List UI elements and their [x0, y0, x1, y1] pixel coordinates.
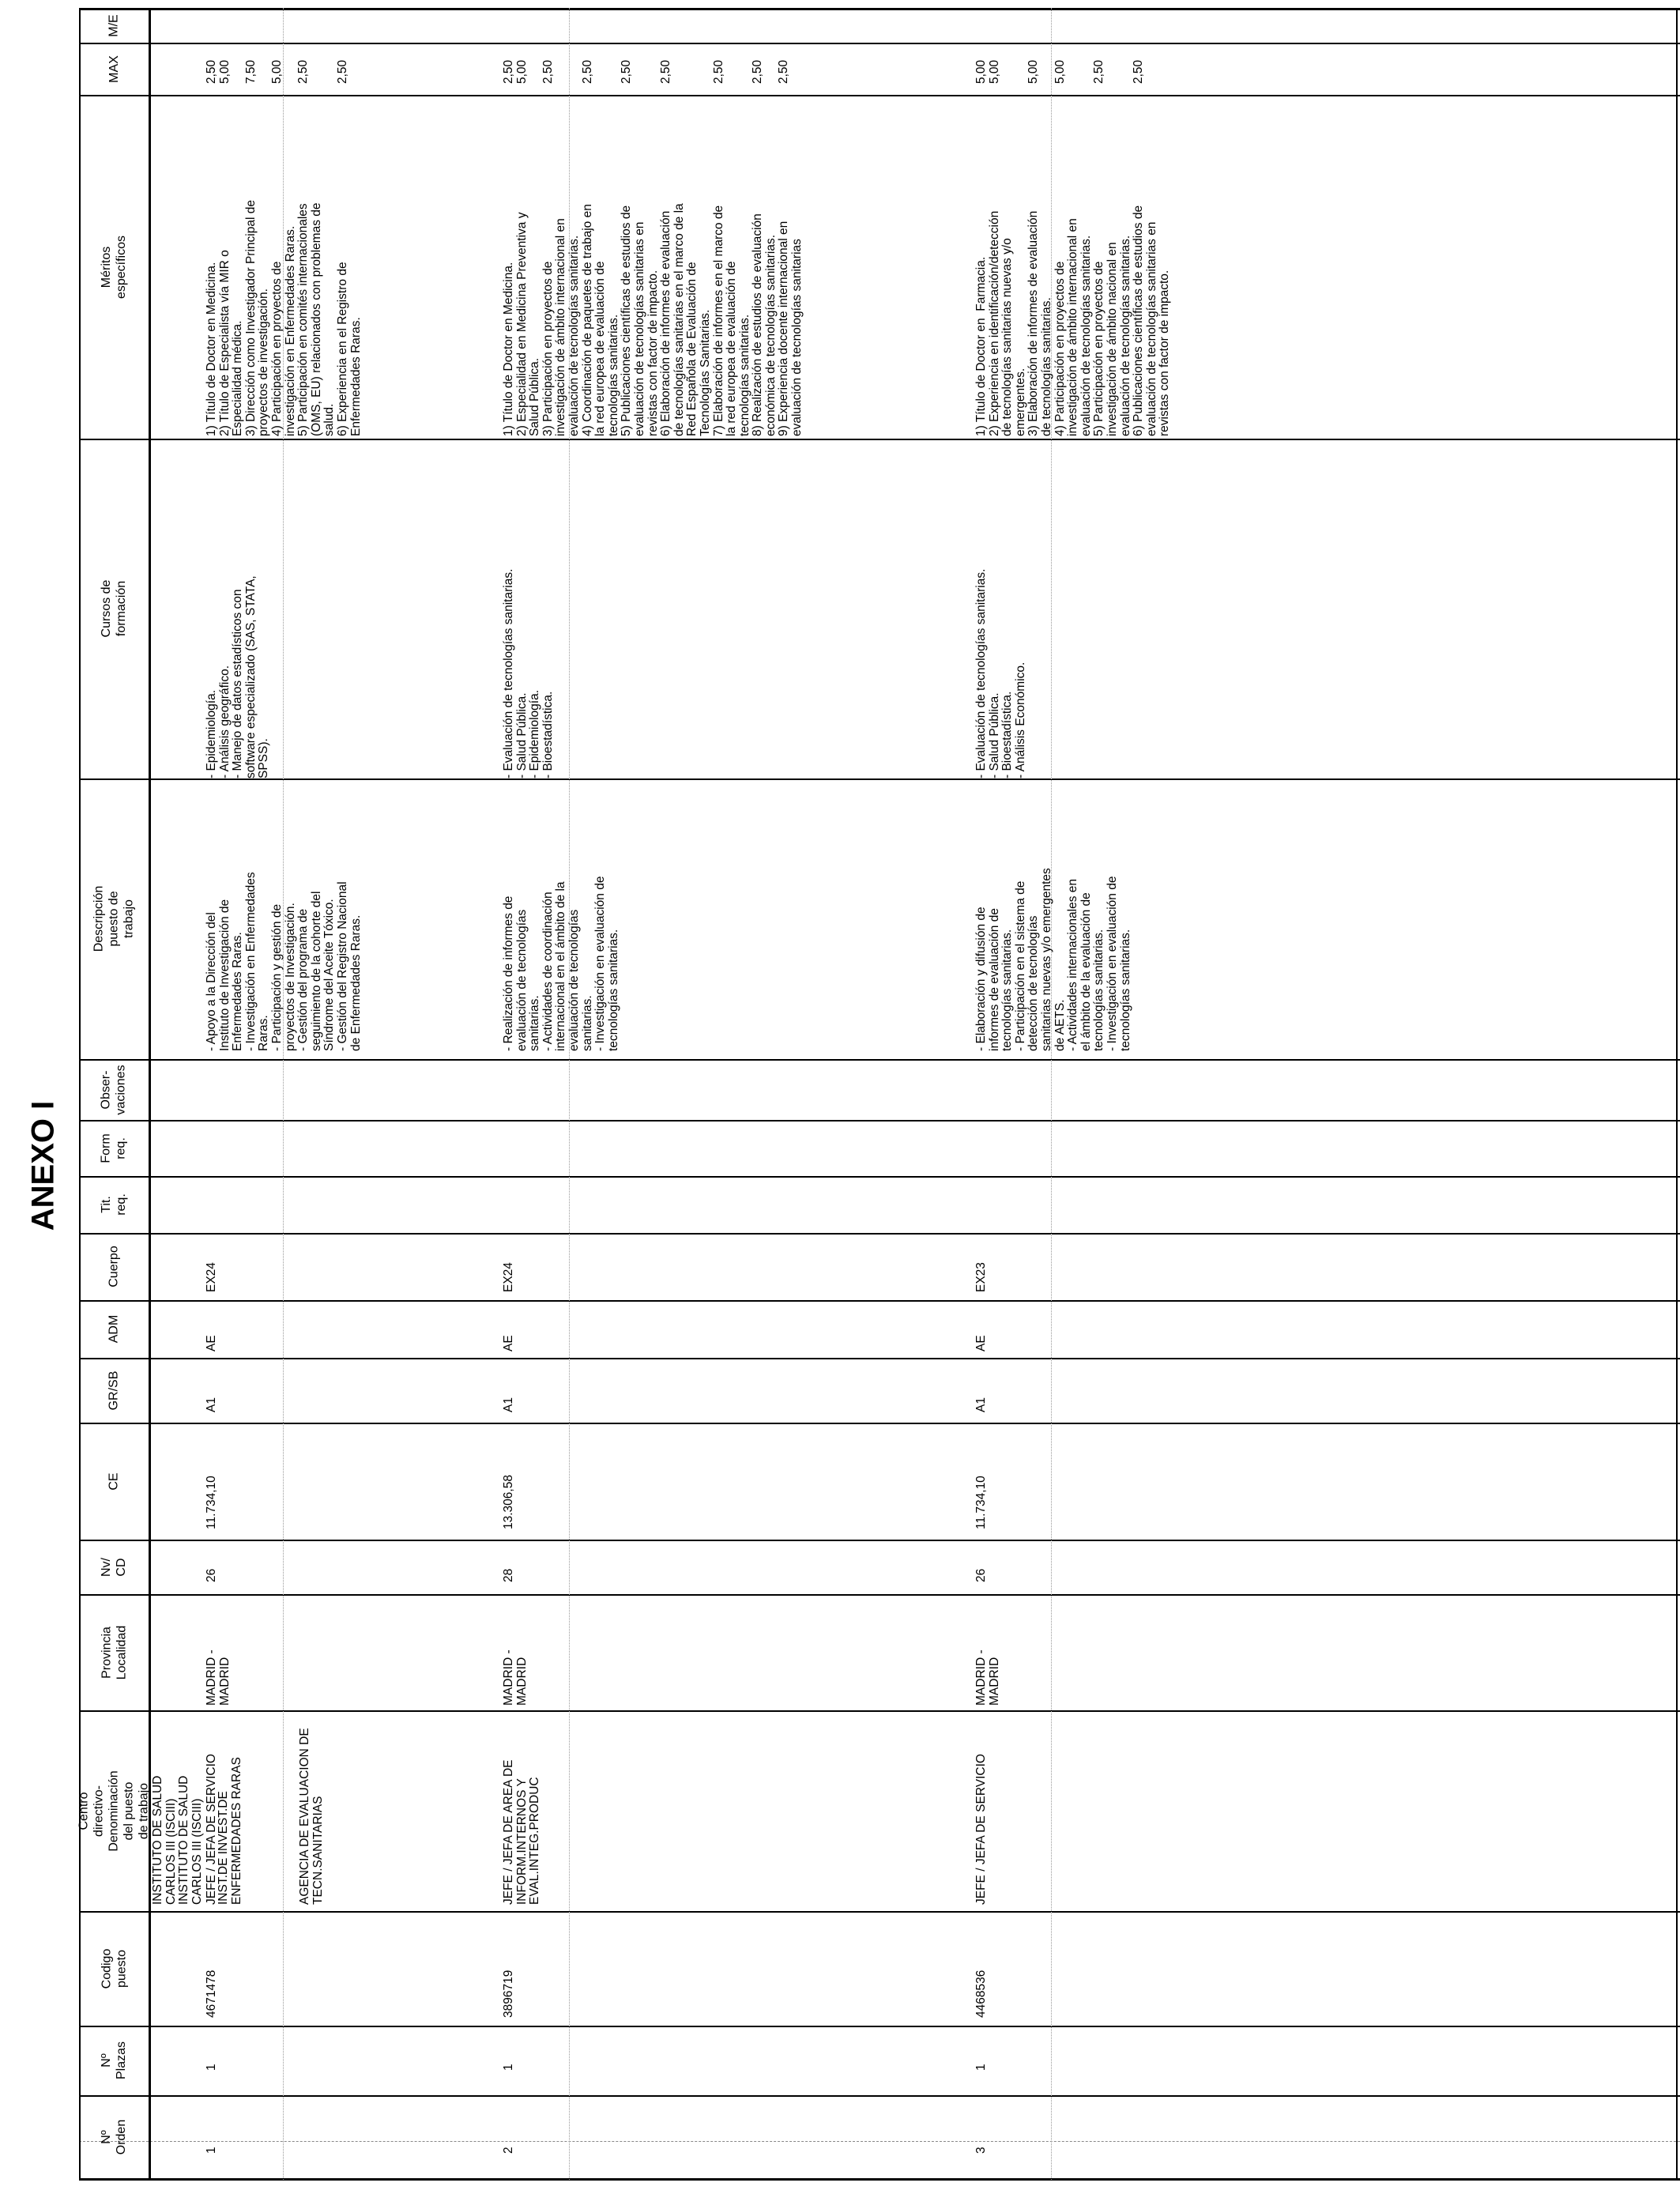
col-header-cuerpo: Cuerpo	[107, 1246, 121, 1287]
table-border-bottom	[79, 2178, 1680, 2181]
col-separator	[79, 1911, 1680, 1913]
col-separator-dashed	[79, 2141, 1680, 2142]
col-header-me: M/E	[107, 13, 121, 37]
table-border-top	[79, 8, 1680, 10]
col-separator	[79, 1300, 1680, 1302]
col-header-nivel: Nv/ CD	[100, 1557, 128, 1577]
col-header-plazas: Nº Plazas	[100, 2041, 128, 2080]
col-header-descripcion: Descripción puesto de trabajo	[92, 885, 136, 952]
col-separator	[79, 1594, 1680, 1596]
col-separator	[79, 1233, 1680, 1235]
col-header-form: Form req.	[99, 1133, 128, 1163]
col-header-codigo: Codigo puesto	[99, 1948, 128, 1989]
col-separator	[79, 1358, 1680, 1359]
col-header-tit: Tit. req.	[99, 1193, 128, 1216]
col-header-obs: Obser- vaciones	[100, 1064, 128, 1115]
col-separator	[79, 1120, 1680, 1122]
col-header-meritos: Méritos específicos	[100, 235, 128, 299]
col-header-ce: CE	[107, 1472, 121, 1491]
col-separator	[79, 1176, 1680, 1178]
col-separator	[79, 1710, 1680, 1712]
col-separator	[79, 95, 1680, 96]
col-separator	[79, 1059, 1680, 1061]
col-separator	[79, 43, 1680, 44]
col-separator	[79, 2026, 1680, 2027]
table-border-right	[1676, 8, 1678, 2180]
col-separator	[79, 778, 1680, 780]
col-header-centro: Centro directivo- Denominación del puesto de trabajo	[77, 1770, 151, 1852]
col-header-cursos: Cursos de formación	[100, 579, 128, 638]
col-header-adm: ADM	[107, 1314, 121, 1344]
col-separator	[79, 439, 1680, 440]
col-separator	[79, 1423, 1680, 1424]
col-header-orden: Nº Orden	[100, 2119, 128, 2154]
anexo-table: M/E MAX Méritos específicos Cursos de formación Descripción puesto de trabajo Obser- vaciones Form req. Tit. req. Cuerpo ADM GR/SB CE Nv/ CD Provincia Localidad Centro directivo- Denominación del puesto de trabajo Codigo puesto Nº Plazas Nº Orden INSTITUTO DE SALUD CARLOS III (ISCIII) INSTITUTO DE SALUD CARLOS III (ISCIII) INST.DE INVEST.DE ENFERMEDADES RARAS 1 1 4671478 JEFE / JEFA DE SERVICIO MADRID - MADRID 26 11.734,10 A1 AE EX24 - Apoyo a la Dirección del Instituto de Investigación de Enfermedades Raras. - Investigación en Enfermedades Raras. - Participación y gestión de proyectos de Investigación. - Gestión del programa de seguimiento de la cohorte del Síndrome del Aceite Tóxico. - Gestión del Registro Nacional de Enfermedades Raras. - Epidemiología. - Análisis geográfico. - Manejo de datos estadísticos con software especializado (SAS, STATA, SPSS). 1) Título de Doctor en Medicina. 2) Título de Especialista vía MIR o Especialidad médica. 3) Dirección como Investigador Principal de proyectos de investigación. 4) Participación en proyectos de investigación en Enfermedades Raras. 5) Participación en comités internacionales (OMS, EU) relacionados con problemas de salud. 6) Experiencia en el Registro de Enfermedades Raras. 2,50 5,00 7,50 5,00 2,50 2,50 AGENCIA DE EVALUACION DE TECN.SANITARIAS 2 1 3896719 JEFE / JEFA DE AREA DE INFORM.INTERNOS Y EVAL.INTEG.PRODUC MADRID - MADRID 28 13.306,58 A1 AE EX24 - Realización de informes de evaluación de tecnologías sanitarias. - Actividades de coordinación internacional en el ámbito de la evaluación de tecnologías sanitarias. - Investigación en evaluación de tecnologías sanitarias. - Evaluación de tecnologías sanitarias. - Salud Pública. - Epidemiología. - Bioestadística. 1) Título de Doctor en Medicina. 2) Especialidad en Medicina Preventiva y Salud Pública. 3) Participación en proyectos de investigación de ámbito internacional en evaluación de tecnologías sanitarias. 4) Coordinación de paquetes de trabajo en la red europea de evaluación de tecnologías sanitarias. 5) Publicaciones científicas de estudios de evaluación de tecnologías sanitarias en revistas con factor de impacto. 6) Elaboración de informes de evaluación de tecnologías sanitarias en el marco de la Red Española de Evaluación de Tecnologías Sanitarias. 7) Elaboración de informes en el marco de la red europea de evaluación de tecnologías sanitarias. 8) Realización de estudios de evaluación económica de tecnologías sanitarias. 9) Experiencia docente internacional en evaluación de tecnologías sanitarias 2,50 5,00 2,50 2,50 2,50 2,50 2,50 2,50 2,50 3 1 4468536 JEFE / JEFA DE SERVICIO MADRID - MADRID 26 11.734,10 A1 AE EX23 - Elaboración y difusión de informes de evaluación de tecnologías sanitarias. - Participación en el sistema de detección de tecnologías sanitarias nuevas y/o emergentes de AETS. - Actividades internacionales en el ámbito de la evaluación de tecnologías sanitarias. - Investigación en evaluación de tecnologías sanitarias. - Evaluación de tecnologías sanitarias. - Salud Pública. - Bioestadística. - Análisis Económico. 1) Título de Doctor en Farmacia. 2) Experiencia en identificación/detección de tecnologías sanitarias nuevas y/o emergentes. 3) Elaboración de informes de evaluación de tecnologías sanitarias. 4) Participación en proyectos de investigación de ámbito internacional en evaluación de tecnologías sanitarias. 5) Participación en proyectos de investigación de ámbito nacional en evaluación de tecnologías sanitarias. 6) Publicaciones científicas de estudios de evaluación de tecnologías sanitarias en revistas con factor de impacto. 5,00 5,00 5,00 5,00 2,50 2,50	[79, 0, 1680, 2194]
col-header-max: MAX	[107, 55, 121, 83]
col-header-provincia: Provincia Localidad	[100, 1625, 128, 1679]
col-separator	[79, 1540, 1680, 1541]
col-separator	[79, 2095, 1680, 2097]
col-header-grsb: GR/SB	[107, 1370, 121, 1410]
page-title: ANEXO I	[25, 1100, 61, 1231]
